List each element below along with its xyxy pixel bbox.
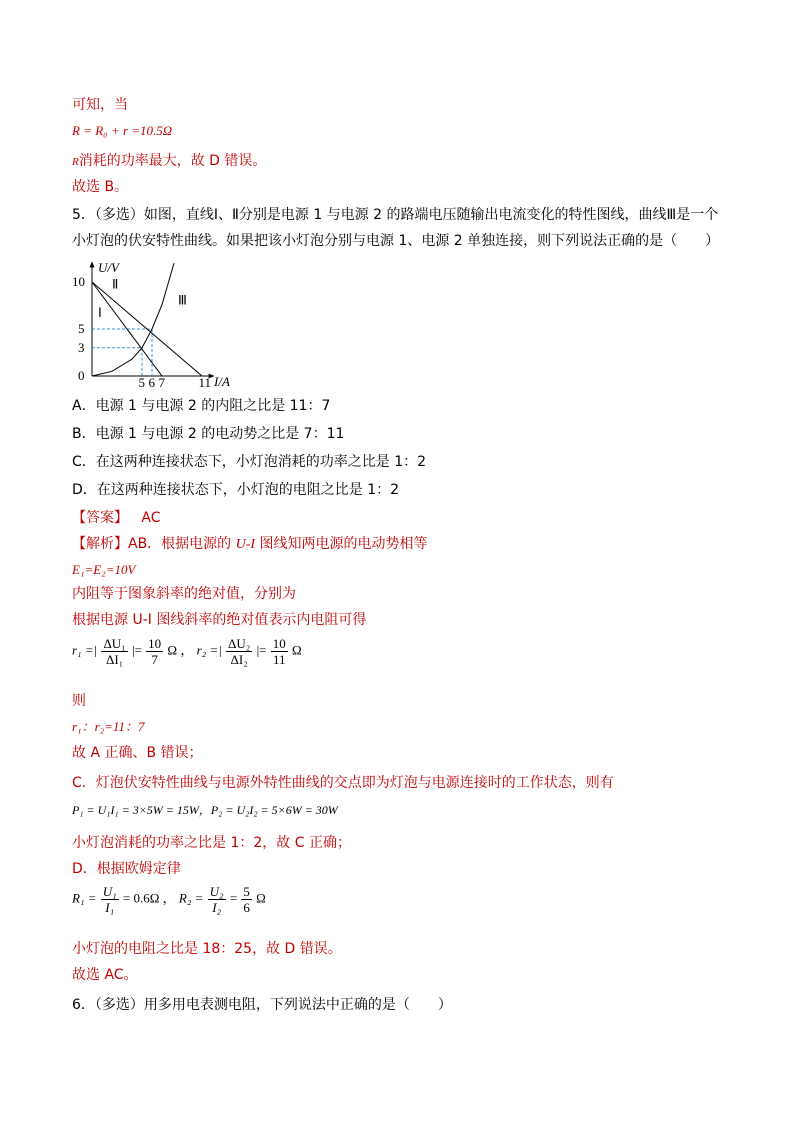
y-tick-label: 10 [72, 274, 85, 289]
numerator: U₂ [209, 884, 224, 899]
eq-part: |= [256, 642, 267, 658]
numerator: 10 [272, 636, 286, 651]
series-group [92, 263, 202, 376]
numerator: 10 [148, 636, 162, 651]
eq-part: = 0.6Ω [122, 890, 160, 906]
numerator: 5 [243, 884, 250, 899]
fraction [146, 636, 163, 667]
curve-label: Ⅱ [112, 276, 119, 292]
denominator: ΔI₂ [230, 652, 248, 667]
denominator: I₁ [105, 900, 115, 915]
eq-part: r₂ =| [196, 642, 222, 658]
question-6: 6．（多选）用多用电表测电阻，下列说法中正确的是（ ） [72, 997, 452, 1013]
text-line: D．根据欧姆定律 [72, 861, 181, 877]
text-line: 可知，当 [72, 97, 128, 113]
option-d: D．在这两种连接状态下，小灯泡的电阻之比是 1：2 [72, 482, 400, 498]
curve-label: Ⅲ [178, 292, 187, 308]
analysis-label: 【解析】 [72, 536, 128, 552]
numerator: ΔU₁ [103, 636, 126, 651]
x-tick-label: 11 [198, 375, 212, 390]
equation-r-total: R = R₀ + r =10.5Ω [72, 123, 173, 138]
power-equation: P₁ = U₁I₁ = 3×5W = 15W，P₂ = U₂I₂ = 5×6W = 30W [72, 803, 338, 817]
x-axis-label: I/A [214, 374, 230, 389]
analysis-text: AB．根据电源的 [128, 536, 236, 552]
unit: Ω [292, 642, 302, 658]
text-line: 则 [72, 693, 86, 709]
fraction [101, 884, 119, 915]
y-tick-label: 5 [78, 321, 85, 336]
text-segment: 消耗的功率最大，故 D 错误。 [78, 153, 267, 169]
denominator: ΔI₁ [105, 652, 124, 667]
emf-equation: E₁=E₂=10V [72, 562, 136, 577]
question-5-line2: 小灯泡的伏安特性曲线。如果把该小灯泡分别与电源 1、电源 2 单独连接，则下列说法正确的是（ ） [72, 233, 720, 249]
analysis-text: 图线知两电源的电动势相等 [255, 536, 428, 552]
numerator: U₁ [102, 884, 117, 899]
y-tick-label: 3 [78, 339, 85, 355]
series-curve-3 [92, 263, 174, 376]
eq-part: R₂ = [178, 890, 204, 906]
y-axis-label: U/V [98, 260, 119, 275]
x-tick-label: 6 [148, 375, 155, 390]
x-tick-label: 5 [138, 375, 145, 390]
option-c: C．在这两种连接状态下，小灯泡消耗的功率之比是 1：2 [72, 454, 427, 470]
answer-label: 【答案】 [72, 510, 128, 526]
equation-internal-resistance [72, 636, 302, 667]
unit: Ω [167, 642, 178, 658]
text-line: 小灯泡的电阻之比是 18：25，故 D 错误。 [72, 941, 342, 957]
fraction [208, 884, 226, 915]
answer-value: AC [141, 510, 161, 526]
eq-part: r₁ =| [72, 642, 98, 658]
equation-bulb-resistance [72, 884, 266, 915]
y-tick-group [72, 274, 85, 355]
x-tick-group [139, 375, 212, 390]
text-line: 故选 AC。 [72, 967, 138, 983]
separator: ， [180, 642, 194, 658]
option-a: A．电源 1 与电源 2 的内阻之比是 11：7 [72, 398, 331, 414]
text-line: 根据电源 U-I 图线斜率的绝对值表示内电阻可得 [72, 612, 367, 628]
guide-lines [92, 329, 152, 376]
eq-part: = [229, 890, 238, 906]
option-b: B．电源 1 与电源 2 的电动势之比是 7：11 [72, 426, 345, 442]
ratio-equation: r₁：r₂=11：7 [72, 719, 145, 734]
fraction [271, 636, 288, 667]
text-line: 小灯泡消耗的功率之比是 1：2，故 C 正确； [72, 835, 351, 851]
denominator: I₂ [212, 900, 222, 915]
ui-chart [68, 258, 238, 390]
curve-label: Ⅰ [98, 304, 102, 320]
fraction [226, 636, 252, 667]
denominator: 11 [272, 652, 286, 667]
var-r: R [72, 156, 79, 168]
ui-symbol: U-I [235, 537, 256, 552]
eq-part: R₁ = [72, 890, 97, 906]
eq-part: |= [131, 642, 142, 658]
text-line: 故选 B。 [72, 179, 129, 195]
text-line: C．灯泡伏安特性曲线与电源外特性曲线的交点即为灯泡与电源连接时的工作状态，则有 [72, 775, 614, 791]
fraction [101, 636, 127, 667]
text-line: 内阻等于图象斜率的绝对值，分别为 [72, 586, 296, 602]
denominator: 7 [151, 652, 158, 667]
denominator: 6 [243, 900, 250, 915]
answer-line [72, 508, 160, 528]
x-tick-label: 7 [158, 375, 165, 390]
question-5-line1: 5．（多选）如图，直线Ⅰ、Ⅱ分别是电源 1 与电源 2 的路端电压随输出电流变化的特性图线，曲线Ⅲ是一个 [72, 207, 719, 223]
fraction [241, 884, 252, 915]
origin-label: 0 [78, 368, 85, 383]
separator: ， [162, 890, 176, 906]
numerator: ΔU₂ [228, 636, 251, 651]
unit: Ω [256, 890, 266, 906]
text-line: 故 A 正确、B 错误； [72, 745, 203, 761]
analysis-line [72, 534, 428, 555]
text-line [72, 151, 266, 172]
